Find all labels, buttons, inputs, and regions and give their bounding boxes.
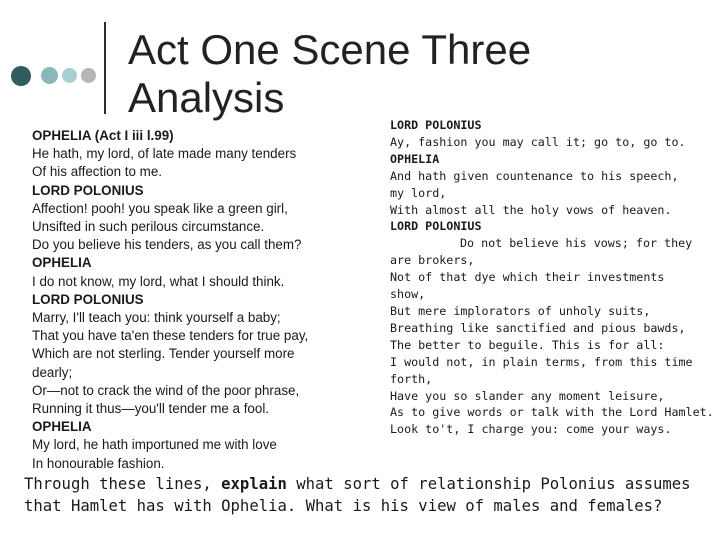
dialogue-line: Have you so slander any moment leisure,	[390, 388, 665, 403]
question-line-1	[24, 473, 714, 495]
dialogue-line: My lord, he hath importuned me with love	[32, 437, 277, 453]
bullet-dot-light-teal	[62, 68, 77, 83]
dialogue-line: Unsifted in such perilous circumstance.	[32, 219, 265, 235]
left-dialogue-column	[32, 127, 362, 473]
dialogue-line: my lord,	[390, 185, 447, 200]
question-line-2: that Hamlet has with Ophelia. What is his view of males and females?	[24, 497, 663, 515]
dialogue-line: Or—not to crack the wind of the poor phrase,	[32, 382, 300, 398]
speaker-name: OPHELIA	[32, 419, 92, 435]
speaker-name: LORD POLONIUS	[32, 291, 144, 307]
question-text: Through these lines,	[24, 475, 222, 493]
dialogue-line: Look to't, I charge you: come your ways.	[390, 422, 672, 437]
question-emphasis: explain	[221, 475, 287, 493]
speaker-name: OPHELIA	[390, 151, 440, 166]
dialogue-line: And hath given countenance to his speech,	[390, 168, 679, 183]
dialogue-line: are brokers,	[390, 253, 475, 268]
bullet-dot-dark	[11, 66, 31, 86]
analysis-question	[24, 473, 714, 517]
dialogue-line: Affection! pooh! you speak like a green girl,	[32, 200, 288, 216]
speaker-name: LORD POLONIUS	[390, 219, 482, 234]
dialogue-line: dearly;	[32, 364, 73, 380]
title-line-2: Analysis	[128, 74, 285, 121]
bullet-dot-gray	[81, 68, 96, 83]
dialogue-line: forth,	[390, 371, 433, 386]
dialogue-line: Which are not sterling. Tender yourself more	[32, 346, 295, 362]
slide-title	[128, 26, 531, 122]
dialogue-line: Running it thus—you'll tender me a fool.	[32, 401, 270, 417]
dialogue-line: I do not know, my lord, what I should think.	[32, 273, 285, 289]
dialogue-line: With almost all the holy vows of heaven.	[390, 202, 672, 217]
dialogue-line: He hath, my lord, of late made many tenders	[32, 146, 297, 162]
speaker-name: OPHELIA	[32, 255, 92, 271]
dialogue-line: As to give words or talk with the Lord Hamlet.	[390, 405, 714, 420]
speaker-name: LORD POLONIUS	[390, 118, 482, 132]
dialogue-line: That you have ta'en these tenders for true pay,	[32, 328, 309, 344]
title-line-1: Act One Scene Three	[128, 26, 532, 73]
speaker-name: OPHELIA (Act I iii l.99)	[32, 128, 174, 143]
dialogue-line: Do you believe his tenders, as you call them?	[32, 237, 302, 253]
dialogue-line: The better to beguile. This is for all:	[390, 337, 665, 352]
dialogue-line: I would not, in plain terms, from this time	[390, 354, 693, 369]
bullet-dot-teal	[41, 67, 58, 84]
dialogue-line: Of his affection to me.	[32, 164, 163, 180]
question-text: what sort of relationship Polonius assumes	[286, 475, 691, 493]
speaker-name: LORD POLONIUS	[32, 182, 144, 198]
dialogue-line: Not of that dye which their investments	[390, 270, 665, 285]
dialogue-line: Do not believe his vows; for they	[460, 236, 693, 251]
dialogue-line: Breathing like sanctified and pious bawds,	[390, 320, 686, 335]
dialogue-line: Marry, I'll teach you: think yourself a baby;	[32, 310, 281, 326]
right-dialogue-column	[390, 117, 718, 438]
dialogue-line: show,	[390, 287, 426, 302]
dialogue-line: Ay, fashion you may call it; go to, go to.	[390, 134, 686, 149]
dialogue-line: In honourable fashion.	[32, 455, 165, 471]
dialogue-line: But mere implorators of unholy suits,	[390, 303, 651, 318]
title-divider	[104, 22, 106, 114]
